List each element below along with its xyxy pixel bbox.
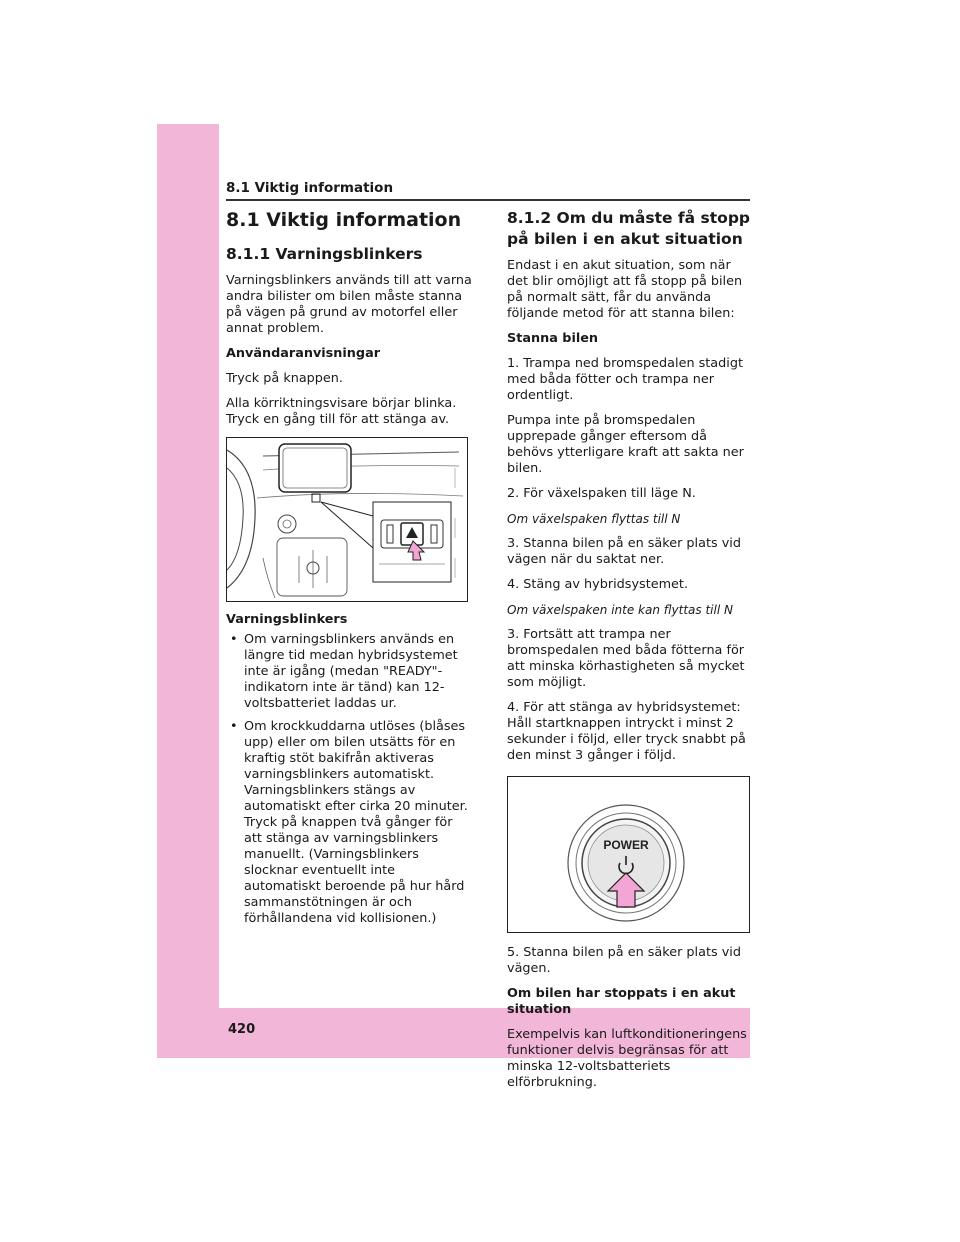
power-button-illustration <box>507 776 750 933</box>
step-paragraph: 2. För växelspaken till läge N. <box>507 486 696 501</box>
step-paragraph: 3. Fortsätt att trampa ner bromspedalen med båda fötterna för att minska körhastigheten så mycket som möjligt. <box>507 627 745 690</box>
intro-paragraph: Varningsblinkers används till att varna andra bilister om bilen måste stanna på vägen på grund av motorfel eller annat problem. <box>226 273 472 336</box>
instructions-heading: Användaranvisningar <box>226 346 381 361</box>
header-rule <box>226 199 750 201</box>
hazard-button-illustration <box>226 437 468 602</box>
condition-subheading: Om växelspaken inte kan flyttas till N <box>507 603 733 617</box>
section-title: 8.1 Viktig information <box>226 209 462 231</box>
step-paragraph: Pumpa inte på bromspedalen upprepade gånger eftersom då behövs ytterligare kraft att sakta ner bilen. <box>507 413 744 476</box>
after-stop-heading: Om bilen har stoppats i en akut situation <box>507 986 736 1017</box>
step-paragraph: 5. Stanna bilen på en säker plats vid vägen. <box>507 945 741 976</box>
running-header: 8.1 Viktig information <box>226 180 394 196</box>
step-paragraph: 4. Stäng av hybridsystemet. <box>507 577 689 592</box>
step-paragraph: 1. Trampa ned bromspedalen stadigt med båda fötter och trampa ner ordentligt. <box>507 356 743 403</box>
notes-heading: Varningsblinkers <box>226 612 348 627</box>
margin-band <box>157 124 219 1058</box>
instruction-step: Alla körriktningsvisare börjar blinka. Tryck en gång till för att stänga av. <box>226 396 457 427</box>
subsection-title-emergency: 8.1.2 Om du måste få stopp på bilen i en akut situation <box>507 209 751 248</box>
left-column <box>226 208 474 934</box>
step-paragraph: 3. Stanna bilen på en säker plats vid vägen när du saktat ner. <box>507 536 741 567</box>
page-number: 420 <box>228 1022 256 1037</box>
closing-paragraph: Exempelvis kan luftkonditioneringens funktioner delvis begränsas för att minska 12-voltsbatteriets elförbrukning. <box>507 1027 747 1090</box>
power-label: POWER <box>603 838 649 852</box>
subsection-title: 8.1.1 Varningsblinkers <box>226 245 423 263</box>
instruction-step: Tryck på knappen. <box>226 371 343 386</box>
list-item: • Om krockkuddarna utlöses (blåses upp) eller om bilen utsätts för en kraftig stöt bakifrån aktiveras varningsblinkers automatiskt. Varningsblinkers stängs av automatiskt efter cirka 20 minuter. Tryck på knappen två gånger för att stänga av varningsblinkers manuellt. (Varningsblinkers slocknar eventuellt inte automatiskt beroende på hur hård sammanstötningen är och förhållandena vid kollisionen.) <box>226 719 474 927</box>
list-item: • Om varningsblinkers används en längre tid medan hybridsystemet inte är igång (medan "READY"-indikatorn inte är tänd) kan 12-voltsbatteriet laddas ur. <box>226 632 474 712</box>
condition-subheading: Om växelspaken flyttas till N <box>507 512 681 526</box>
stop-heading: Stanna bilen <box>507 331 599 346</box>
notes-list <box>226 632 474 927</box>
right-column <box>507 208 753 1100</box>
emergency-intro: Endast i en akut situation, som när det blir omöjligt att få stopp på bilen på normalt sätt, får du använda följande metod för att stanna bilen: <box>507 258 743 321</box>
step-paragraph: 4. För att stänga av hybridsystemet: Håll startknappen intryckt i minst 2 sekunder i följd, eller tryck snabbt på den minst 3 gånger i följd. <box>507 700 746 763</box>
